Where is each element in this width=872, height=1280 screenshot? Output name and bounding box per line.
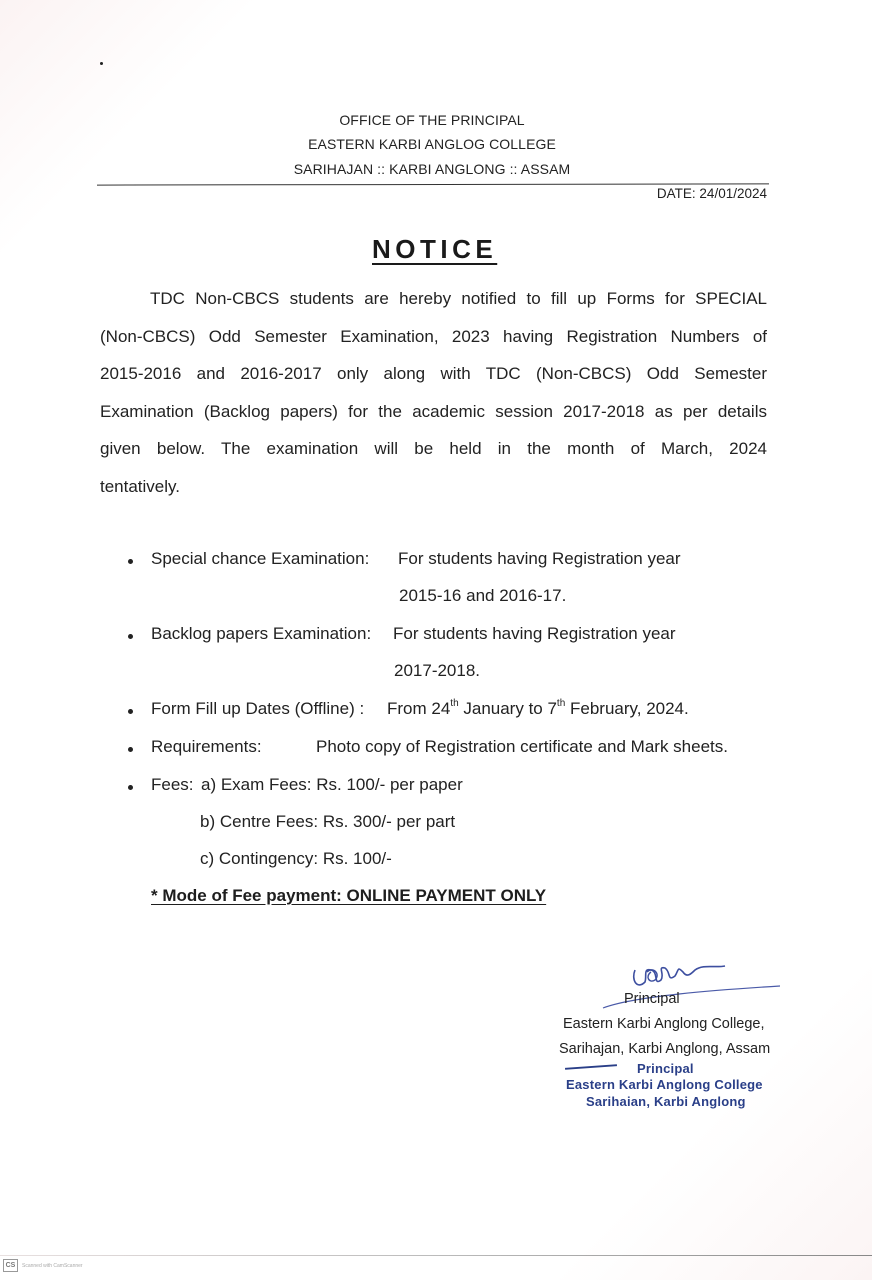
backlog-label: Backlog papers Examination: [151,624,372,643]
stamp-address: Sarihaian, Karbi Anglong [586,1094,746,1109]
bullet-icon [128,709,133,714]
date-to-suffix: th [556,698,566,709]
fees-label: Fees: [151,775,194,794]
bullet-icon [128,634,133,639]
date-from: From 24 [387,699,451,718]
special-years: 2015-16 and 2016-17. [399,586,567,605]
date-from-suffix: th [450,698,459,709]
bullet-icon [128,559,133,564]
requirements-value: Photo copy of Registration certificate and Mark sheets. [316,737,728,756]
special-value: For students having Registration year [398,549,681,568]
date-mid: January to 7 [458,699,557,718]
backlog-years: 2017-2018. [394,661,481,680]
notice-body [100,280,767,505]
signature-address: Sarihajan, Karbi Anglong, Assam [559,1041,771,1057]
body-line: TDC Non-CBCS students are hereby notified to fill up Forms for SPECIAL [150,289,767,308]
form-dates-value [387,699,689,719]
page-title: NOTICE [372,234,498,264]
watermark-text: Scanned with CamScanner [22,1262,83,1269]
form-dates-label: Form Fill up Dates (Offline) : [151,699,365,718]
fee-contingency: c) Contingency: Rs. 100/- [200,849,392,868]
bullet-icon [128,785,133,790]
body-line: tentatively. [100,476,181,496]
fee-exam: a) Exam Fees: Rs. 100/- per paper [201,775,463,794]
special-label: Special chance Examination: [151,549,370,568]
notice-date: DATE: 24/01/2024 [656,186,767,201]
date-to: February, 2024. [565,699,689,718]
scanner-watermark [3,1259,83,1272]
signature-title: Principal [624,991,680,1007]
body-line: Examination (Backlog papers) for the academic session 2017-2018 as per details [100,401,767,421]
stamp-dash [565,1064,617,1070]
header-address: SARIHAJAN :: KARBI ANGLONG :: ASSAM [293,161,571,177]
payment-mode-note: * Mode of Fee payment: ONLINE PAYMENT ONLY [151,886,547,905]
body-line: 2015-2016 and 2016-2017 only along with TDC (Non-CBCS) Odd Semester [100,364,767,383]
speck [100,62,103,65]
header-office: OFFICE OF THE PRINCIPAL [339,112,525,128]
body-line: given below. The examination will be held in the month of March, 2024 [100,439,767,458]
fee-centre: b) Centre Fees: Rs. 300/- per part [200,812,456,831]
backlog-value: For students having Registration year [393,624,676,643]
signature-college: Eastern Karbi Anglong College, [563,1016,765,1032]
header-college: EASTERN KARBI ANGLOG COLLEGE [308,136,556,152]
scan-edge [0,1255,872,1256]
camscanner-logo-icon: CS [3,1259,18,1272]
requirements-label: Requirements: [151,737,262,756]
body-line: (Non-CBCS) Odd Semester Examination, 2023 having Registration Numbers of [100,326,767,346]
stamp-title: Principal [637,1061,694,1076]
bullet-icon [128,747,133,752]
stamp-college: Eastern Karbi Anglong College [566,1077,763,1092]
